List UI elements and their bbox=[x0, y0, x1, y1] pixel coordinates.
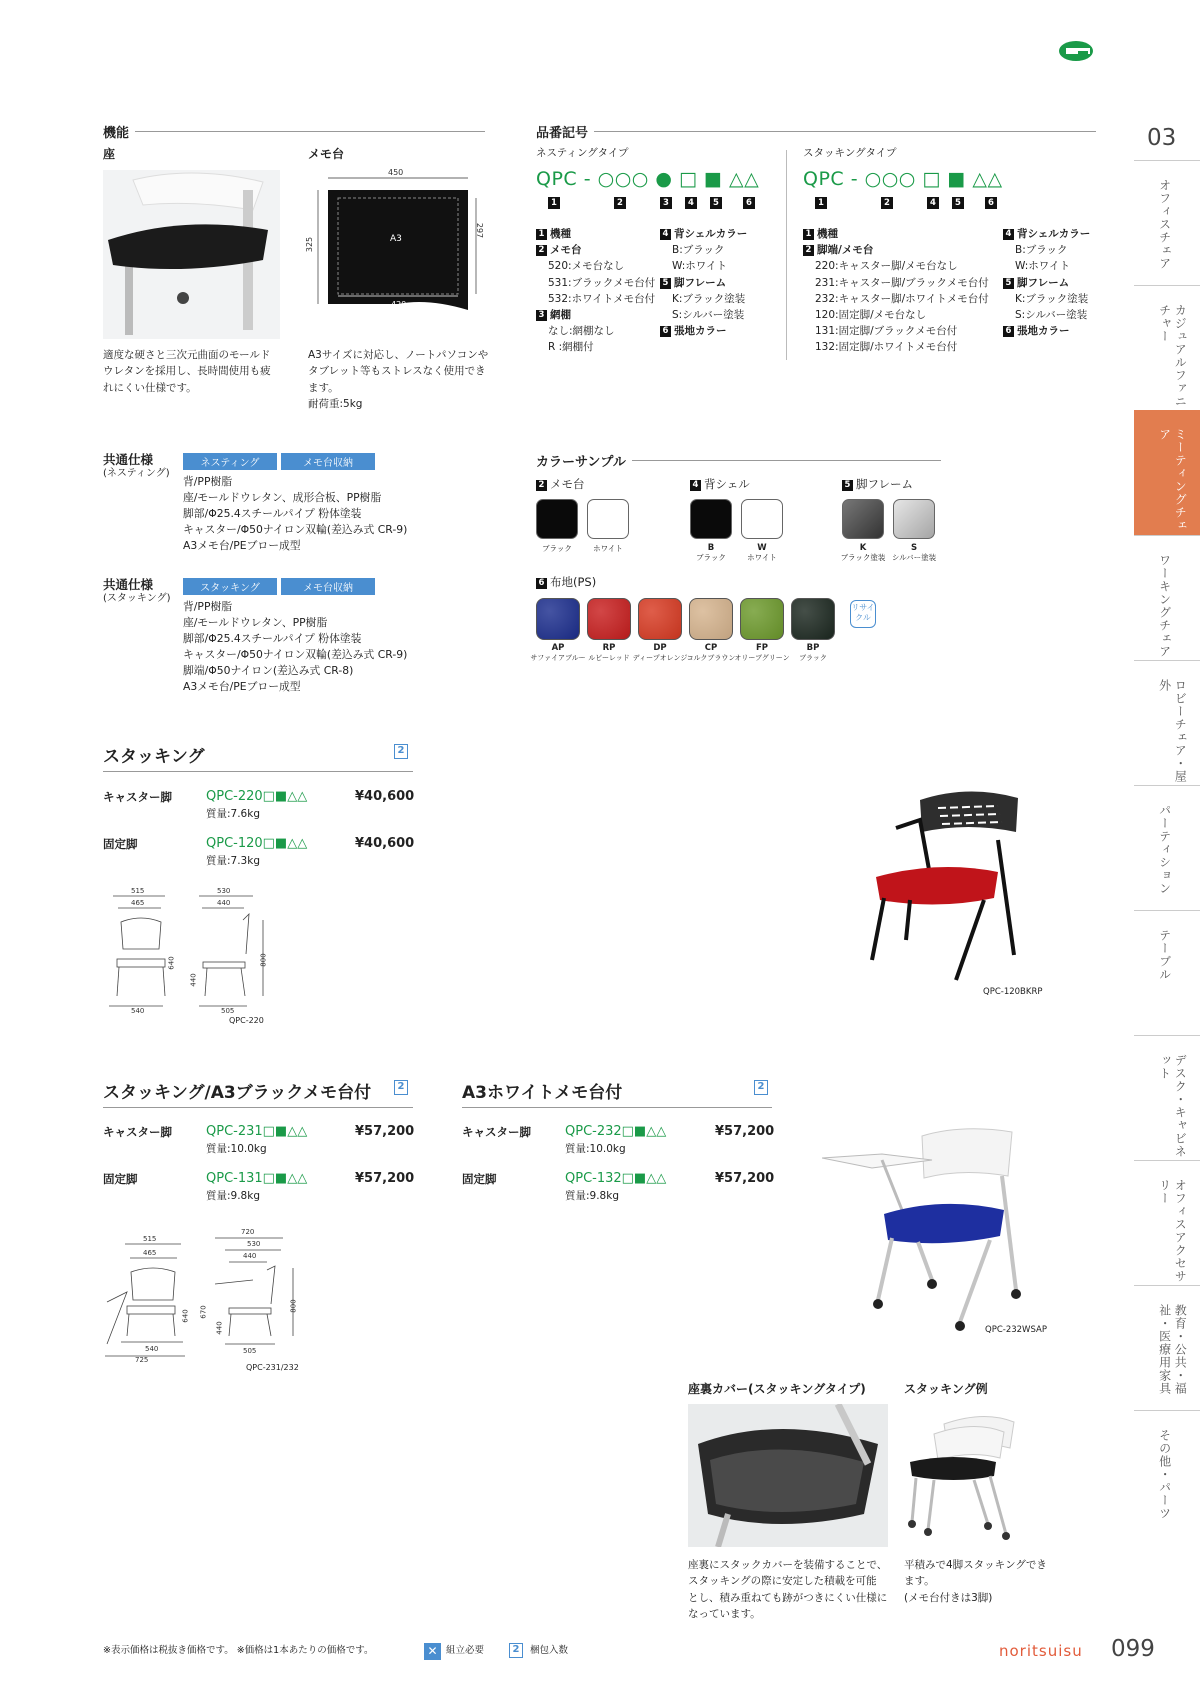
swatch-frame-s-code: S bbox=[910, 543, 918, 553]
spec-stacking-subtitle: (スタッキング) bbox=[103, 593, 171, 604]
swatch-frame-s bbox=[893, 499, 935, 539]
fabric-code: BP bbox=[806, 643, 820, 653]
fabric-swatch-cp bbox=[689, 598, 733, 640]
spec-nesting-tags: ネスティング メモ台収納 bbox=[183, 453, 379, 470]
list-heading bbox=[660, 323, 770, 339]
seat-desc: 適度な硬さと三次元曲面のモールド ウレタンを採用し、長時間使用も疲 れにくい仕様です。 bbox=[103, 349, 271, 394]
list-heading bbox=[803, 242, 1003, 258]
spec-stacking-tags: スタッキング メモ台収納 bbox=[183, 578, 379, 595]
list-num-badge: 2 bbox=[803, 245, 814, 256]
list-heading bbox=[1003, 323, 1103, 339]
assembly-label: 組立必要 bbox=[446, 1645, 485, 1656]
list-num-badge: 1 bbox=[803, 229, 814, 240]
stacking-row2-code: QPC-120□■△△ bbox=[206, 836, 308, 851]
list-heading-text: 機種 bbox=[550, 228, 571, 240]
sidebar-item-label: ロビーチェア・屋外 bbox=[1157, 679, 1188, 783]
seat-label: 座 bbox=[103, 147, 116, 161]
swatch-shell-b-code: B bbox=[707, 543, 715, 553]
sidebar-item-label: 教育・公共・福祉・医療用家具 bbox=[1157, 1304, 1188, 1395]
memo-desc: A3サイズに対応し、ノートパソコンや タブレット等もストレスなく使用でき ます。 耐荷重:5kg bbox=[308, 349, 489, 410]
spec-nesting-title: 共通仕様 bbox=[103, 452, 154, 467]
white-memo-pkg-icon: 2 bbox=[754, 1080, 768, 1095]
red-chair-photo bbox=[858, 780, 1028, 1000]
list-num-badge: 6 bbox=[660, 326, 671, 337]
white-memo-row2-code: QPC-132□■△△ bbox=[565, 1171, 667, 1186]
fabric-code: CP bbox=[704, 643, 718, 653]
seat-cover-title: 座裏カバー(スタッキングタイプ) bbox=[688, 1382, 866, 1396]
sidebar-item-6[interactable] bbox=[1134, 910, 1200, 1035]
black-memo-row2-price: ¥57,200 bbox=[355, 1171, 415, 1186]
list-num-badge: 5 bbox=[660, 278, 671, 289]
swatch-frame-k-label: ブラック塗装 bbox=[840, 553, 886, 562]
list-heading-text: 網棚 bbox=[550, 309, 571, 322]
list-item: 120:固定脚/メモ台なし bbox=[815, 309, 927, 322]
list-item: K:ブラック塗装 bbox=[672, 292, 746, 305]
list-item: W:ホワイト bbox=[1015, 260, 1070, 273]
stacking-example-desc: 平積みで4脚スタッキングでき ます。 (メモ台付きは3脚) bbox=[904, 1559, 1047, 1604]
stacking-type-title: スタッキングタイプ bbox=[803, 147, 897, 159]
swatch-memo-white-label: ホワイト bbox=[593, 544, 623, 553]
red-chair-caption: QPC-120BKRP bbox=[983, 987, 1043, 997]
fabric-name: コルクブラウン bbox=[686, 654, 736, 662]
black-memo-pkg-icon: 2 bbox=[394, 1080, 408, 1095]
black-memo-row1-code: QPC-231□■△△ bbox=[206, 1124, 308, 1139]
stacking-left-list bbox=[803, 226, 1003, 356]
list-heading-text: 背シェルカラー bbox=[674, 228, 748, 240]
blue-chair-photo bbox=[822, 1120, 1032, 1335]
fabric-code: DP bbox=[653, 643, 667, 653]
white-memo-row1-label: キャスター脚 bbox=[462, 1125, 531, 1139]
list-heading bbox=[536, 242, 666, 258]
seat-cover-photo bbox=[688, 1404, 888, 1547]
list-item: K:ブラック塗装 bbox=[1015, 292, 1089, 305]
list-heading bbox=[1003, 275, 1103, 291]
list-item: R :網棚付 bbox=[548, 341, 594, 354]
list-item: W:ホワイト bbox=[672, 260, 727, 273]
list-item: B:ブラック bbox=[1015, 244, 1068, 257]
fabric-name: オリーブグリーン bbox=[734, 654, 790, 662]
list-heading-text: 背シェルカラー bbox=[1017, 228, 1091, 240]
fabric-code: FP bbox=[755, 643, 769, 653]
list-heading-text: 機種 bbox=[817, 228, 838, 240]
stacking-title: スタッキング bbox=[103, 747, 205, 767]
fabric-name: サファイアブルー bbox=[530, 654, 586, 662]
list-item: 220:キャスター脚/メモ台なし bbox=[815, 260, 958, 273]
stacking-row1-weight: 質量:7.6kg bbox=[206, 808, 260, 820]
nesting-right-list bbox=[660, 226, 770, 339]
white-memo-row2-price: ¥57,200 bbox=[715, 1171, 775, 1186]
spec-stacking-title: 共通仕様 bbox=[103, 577, 154, 592]
swatch-shell-b-label: ブラック bbox=[696, 553, 726, 562]
sidebar-item-9[interactable] bbox=[1134, 1285, 1200, 1410]
black-memo-row1-label: キャスター脚 bbox=[103, 1125, 172, 1139]
nesting-left-list bbox=[536, 226, 666, 356]
list-item: 531:ブラックメモ台付 bbox=[548, 276, 656, 289]
cs-shell-label: 4 背シェル bbox=[690, 476, 750, 493]
list-item: 232:キャスター脚/ホワイトメモ台付 bbox=[815, 292, 989, 305]
swatch-shell-b bbox=[690, 499, 732, 539]
list-heading-text: 脚フレーム bbox=[1017, 276, 1070, 289]
brand-logo bbox=[1058, 40, 1094, 62]
list-heading-text: 脚端/メモ台 bbox=[817, 244, 874, 257]
list-num-badge: 3 bbox=[536, 310, 547, 321]
spec-nesting-subtitle: (ネスティング) bbox=[103, 468, 170, 479]
cs-fabric-label: 6 布地(PS) bbox=[536, 574, 596, 591]
list-heading bbox=[1003, 226, 1103, 242]
nesting-code: QPC - ○○○ ● □ ■ △△ bbox=[536, 168, 760, 190]
sidebar-item-10[interactable] bbox=[1134, 1410, 1200, 1535]
stacking-pkg-icon: 2 bbox=[394, 744, 408, 759]
packing-icon: 2 bbox=[509, 1643, 523, 1658]
features-heading: 機能 bbox=[103, 122, 485, 141]
stacking-example-title: スタッキング例 bbox=[904, 1382, 988, 1396]
sidebar-item-label: カジュアルファニチャー bbox=[1157, 304, 1188, 408]
swatch-memo-black-label: ブラック bbox=[542, 544, 572, 553]
stacking-drawing-caption: QPC-220 bbox=[229, 1016, 264, 1025]
fabric-swatches bbox=[530, 598, 836, 668]
list-heading bbox=[536, 307, 666, 323]
list-item: 131:固定脚/ブラックメモ台付 bbox=[815, 325, 958, 338]
swatch-shell-w-code: W bbox=[757, 543, 767, 553]
list-num-badge: 2 bbox=[536, 245, 547, 256]
cs-frame-label: 5 脚フレーム bbox=[842, 476, 913, 493]
list-num-badge: 5 bbox=[1003, 278, 1014, 289]
list-item: 132:固定脚/ホワイトメモ台付 bbox=[815, 341, 958, 354]
sidebar-item-label: その他・パーツ bbox=[1157, 1429, 1172, 1520]
black-memo-row1-weight: 質量:10.0kg bbox=[206, 1143, 267, 1155]
footer-note: ※表示価格は税抜き価格です。 ※価格は1本あたりの価格です。 bbox=[103, 1645, 374, 1656]
stacking-rule bbox=[103, 771, 413, 772]
type-divider bbox=[786, 150, 787, 360]
black-memo-row2-weight: 質量:9.8kg bbox=[206, 1190, 260, 1202]
white-memo-rule bbox=[462, 1107, 772, 1108]
sidebar-item-label: ミーティングチェア bbox=[1157, 428, 1188, 532]
sidebar-item-label: オフィスチェア bbox=[1157, 179, 1172, 270]
black-memo-title: スタッキング/A3ブラックメモ台付 bbox=[103, 1083, 372, 1103]
list-item: S:シルバー塗装 bbox=[672, 309, 745, 322]
swatch-frame-s-label: シルバー塗装 bbox=[891, 553, 937, 562]
footer-brand: noritsuisu bbox=[999, 1642, 1083, 1660]
list-num-badge: 6 bbox=[1003, 326, 1014, 337]
stacking-row1-label: キャスター脚 bbox=[103, 790, 172, 804]
sidebar-item-1[interactable] bbox=[1134, 285, 1200, 410]
sidebar-section-number: 03 bbox=[1147, 125, 1177, 151]
blue-chair-caption: QPC-232WSAP bbox=[985, 1325, 1047, 1335]
black-memo-drawing: 515 465 720 530 440 640 670 440 800 540 725 505 bbox=[103, 1232, 308, 1368]
fabric-name: ブラック bbox=[799, 654, 827, 662]
white-memo-row1-weight: 質量:10.0kg bbox=[565, 1143, 626, 1155]
sidebar-item-label: テーブル bbox=[1157, 929, 1172, 981]
seat-cover-desc: 座裏にスタックカバーを装備することで、 スタッキングの際に安定した積載を可能 とし、積み重ねても跡がつきにくい仕様に なっています。 bbox=[688, 1559, 888, 1620]
white-memo-row2-label: 固定脚 bbox=[462, 1172, 497, 1186]
swatch-shell-w bbox=[741, 499, 783, 539]
page-number: 099 bbox=[1111, 1636, 1155, 1662]
white-memo-row2-weight: 質量:9.8kg bbox=[565, 1190, 619, 1202]
black-memo-row2-code: QPC-131□■△△ bbox=[206, 1171, 308, 1186]
swatch-memo-white bbox=[587, 499, 629, 539]
fabric-name: ディープオレンジ bbox=[632, 654, 688, 662]
sidebar-item-3[interactable] bbox=[1134, 535, 1200, 660]
stacking-row1-price: ¥40,600 bbox=[355, 789, 415, 804]
black-memo-row1-price: ¥57,200 bbox=[355, 1124, 415, 1139]
sidebar-item-label: ワーキングチェア bbox=[1157, 554, 1172, 658]
black-memo-drawing-caption: QPC-231/232 bbox=[246, 1363, 299, 1372]
memo-diagram: 450 325 297 A3 420 bbox=[305, 168, 485, 309]
sidebar-item-label: パーティション bbox=[1157, 804, 1172, 895]
list-item: 231:キャスター脚/ブラックメモ台付 bbox=[815, 276, 989, 289]
sidebar-item-4[interactable] bbox=[1134, 660, 1200, 785]
swatch-memo-black bbox=[536, 499, 578, 539]
stacking-code-nums: 1 2 4 5 6 bbox=[815, 197, 1005, 211]
white-memo-title: A3ホワイトメモ台付 bbox=[462, 1083, 623, 1103]
white-memo-row1-price: ¥57,200 bbox=[715, 1124, 775, 1139]
stacking-code: QPC - ○○○ □ ■ △△ bbox=[803, 168, 1003, 190]
list-num-badge: 1 bbox=[536, 229, 547, 240]
list-heading bbox=[660, 226, 770, 242]
list-num-badge: 4 bbox=[660, 229, 671, 240]
stacking-row2-label: 固定脚 bbox=[103, 837, 138, 851]
white-memo-row1-code: QPC-232□■△△ bbox=[565, 1124, 667, 1139]
fabric-swatch-ap bbox=[536, 598, 580, 640]
stacking-right-list bbox=[1003, 226, 1103, 339]
stacking-row2-price: ¥40,600 bbox=[355, 836, 415, 851]
list-item: 532:ホワイトメモ台付 bbox=[548, 292, 656, 305]
sidebar-item-label: オフィスアクセサリー bbox=[1157, 1179, 1188, 1283]
nesting-type-title: ネスティングタイプ bbox=[536, 147, 629, 159]
stacking-row2-weight: 質量:7.3kg bbox=[206, 855, 260, 867]
list-item: S:シルバー塗装 bbox=[1015, 309, 1088, 322]
recycle-badge: リサイクル bbox=[850, 600, 876, 628]
memo-label: メモ台 bbox=[308, 147, 345, 161]
product-code-heading: 品番記号 bbox=[536, 122, 1096, 141]
black-memo-row2-label: 固定脚 bbox=[103, 1172, 138, 1186]
sidebar-item-0[interactable] bbox=[1134, 160, 1200, 285]
sidebar-item-8[interactable] bbox=[1134, 1160, 1200, 1285]
color-sample-heading: カラーサンプル bbox=[536, 451, 941, 470]
stacking-example-photo bbox=[904, 1404, 1022, 1547]
list-item: B:ブラック bbox=[672, 244, 725, 257]
swatch-frame-k-code: K bbox=[859, 543, 867, 553]
list-heading-text: 脚フレーム bbox=[674, 276, 727, 289]
assembly-icon: ✕ bbox=[424, 1643, 441, 1660]
spec-nesting-lines: 背/PP樹脂 座/モールドウレタン、成形合板、PP樹脂 脚部/Φ25.4スチールパイプ 粉体塗装 キャスター/Φ50ナイロン双輪(差込み式 CR-9) A3メモ台/PEブロー成型 bbox=[183, 475, 408, 552]
sidebar-item-5[interactable] bbox=[1134, 785, 1200, 910]
list-heading-text: 張地カラー bbox=[674, 325, 727, 338]
spec-stacking-lines: 背/PP樹脂 座/モールドウレタン、PP樹脂 脚部/Φ25.4スチールパイプ 粉体塗装 キャスター/Φ50ナイロン双輪(差込み式 CR-9) 脚端/Φ50ナイロン(差込み式 CR-8) A3メモ台/PEブロー成型 bbox=[183, 600, 408, 693]
fabric-code: AP bbox=[551, 643, 565, 653]
nesting-code-nums: 1 2 3 4 5 6 bbox=[548, 197, 768, 211]
list-heading bbox=[660, 275, 770, 291]
fabric-swatch-dp bbox=[638, 598, 682, 640]
stacking-row1-code: QPC-220□■△△ bbox=[206, 789, 308, 804]
swatch-frame-k bbox=[842, 499, 884, 539]
sidebar-item-7[interactable] bbox=[1134, 1035, 1200, 1160]
list-heading bbox=[803, 226, 1003, 242]
list-heading-text: 張地カラー bbox=[1017, 325, 1070, 338]
seat-photo bbox=[103, 170, 280, 339]
fabric-swatch-bp bbox=[791, 598, 835, 640]
list-item: 520:メモ台なし bbox=[548, 260, 625, 273]
cs-memo-label: 2 メモ台 bbox=[536, 476, 585, 493]
list-item: なし:網棚なし bbox=[548, 325, 615, 338]
list-heading bbox=[536, 226, 666, 242]
stacking-drawing: 515 465 530 440 640 440 800 540 505 bbox=[103, 884, 278, 1024]
fabric-code: RP bbox=[602, 643, 616, 653]
fabric-swatch-rp bbox=[587, 598, 631, 640]
list-heading-text: メモ台 bbox=[550, 244, 582, 257]
sidebar-item-2[interactable] bbox=[1134, 410, 1200, 535]
fabric-swatch-fp bbox=[740, 598, 784, 640]
packing-label: 梱包入数 bbox=[530, 1645, 569, 1656]
swatch-shell-w-label: ホワイト bbox=[747, 553, 777, 562]
black-memo-rule bbox=[103, 1107, 413, 1108]
list-num-badge: 4 bbox=[1003, 229, 1014, 240]
sidebar-item-label: デスク・キャビネット bbox=[1157, 1054, 1188, 1158]
fabric-name: ルビーレッド bbox=[588, 654, 630, 662]
